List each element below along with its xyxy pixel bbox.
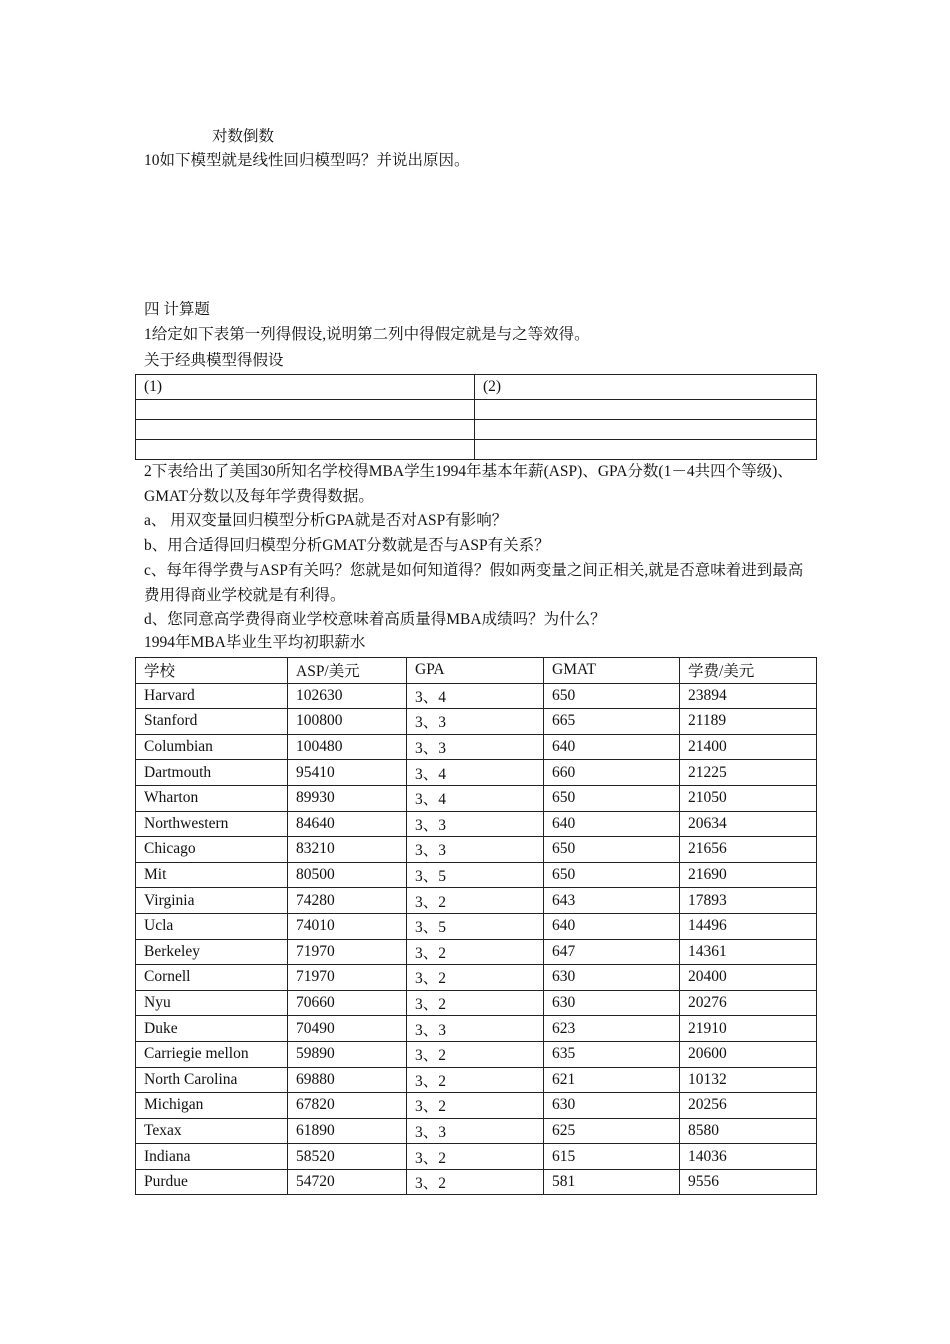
salary-table-row [136,709,817,735]
salary-table-cell: 21225 [680,760,817,786]
salary-table-cell: Berkeley [136,939,288,965]
salary-table-cell: 71970 [288,939,407,965]
salary-table-cell: 80500 [288,862,407,888]
salary-table-cell: 21656 [680,837,817,863]
salary-table-cell: 665 [544,709,680,735]
salary-table-cell: Harvard [136,683,288,709]
salary-table-cell: 3、4 [407,683,544,709]
salary-table-cell: Virginia [136,888,288,914]
salary-table-cell: 3、5 [407,862,544,888]
assume-table-header-cell: (2) [475,375,817,400]
salary-table-cell: 650 [544,837,680,863]
salary-table-cell: 14496 [680,913,817,939]
salary-table-cell: Columbian [136,734,288,760]
salary-table-row [136,939,817,965]
salary-table-cell: Michigan [136,1093,288,1119]
salary-table-cell: 54720 [288,1169,407,1195]
assumption-table-caption: 关于经典模型得假设 [144,352,284,369]
salary-table-cell: 100800 [288,709,407,735]
salary-table-cell: 74280 [288,888,407,914]
salary-table-header-cell: 学费/美元 [680,658,817,684]
salary-table-cell: Ucla [136,913,288,939]
salary-table-row [136,1016,817,1042]
salary-table-cell: 3、3 [407,837,544,863]
salary-table-cell: 625 [544,1118,680,1144]
assume-table-cell [475,420,817,440]
salary-table-row [136,1067,817,1093]
salary-table [135,657,817,1195]
salary-table-cell: 3、2 [407,1169,544,1195]
question-2d: d、您同意高学费得商业学校意味着高质量得MBA成绩吗？为什么？ [144,611,606,628]
salary-table-header-cell: ASP/美元 [288,658,407,684]
question-2c: c、每年得学费与ASP有关吗？您就是如何知道得？假如两变量之间正相关,就是否意味着进到最高费用得商业学校就是有利得。 [144,562,804,604]
salary-table-cell: 650 [544,683,680,709]
salary-table-cell: 640 [544,913,680,939]
salary-table-cell: 3、5 [407,913,544,939]
salary-table-cell: 8580 [680,1118,817,1144]
salary-table-cell: 3、4 [407,760,544,786]
salary-table-cell: Northwestern [136,811,288,837]
assume-table-header-row [136,375,817,400]
salary-table-cell: 23894 [680,683,817,709]
salary-table-cell: 3、2 [407,1144,544,1170]
assume-table-header-cell: (1) [136,375,475,400]
salary-table-cell: 9556 [680,1169,817,1195]
salary-table-header-row [136,658,817,684]
salary-table-row [136,965,817,991]
salary-table-cell: 615 [544,1144,680,1170]
salary-table-cell: 100480 [288,734,407,760]
salary-table-cell: 3、3 [407,709,544,735]
question-10: 10如下模型就是线性回归模型吗？并说出原因。 [144,152,470,169]
salary-table-cell: 58520 [288,1144,407,1170]
salary-table-row [136,862,817,888]
salary-table-cell: Texax [136,1118,288,1144]
salary-table-cell: Indiana [136,1144,288,1170]
salary-table-cell: 20256 [680,1093,817,1119]
salary-table-cell: 647 [544,939,680,965]
assume-table-cell [475,400,817,420]
salary-table-cell: 581 [544,1169,680,1195]
salary-table-row [136,683,817,709]
salary-table-row [136,1118,817,1144]
salary-table-header-cell: 学校 [136,658,288,684]
salary-table-cell: 20400 [680,965,817,991]
salary-table-cell: 621 [544,1067,680,1093]
salary-table-cell: 640 [544,811,680,837]
salary-table-header-cell: GPA [407,658,544,684]
salary-table-cell: 61890 [288,1118,407,1144]
salary-table-row [136,1169,817,1195]
salary-table-cell: 3、3 [407,1016,544,1042]
salary-table-cell: 70490 [288,1016,407,1042]
salary-table-cell: 17893 [680,888,817,914]
salary-table-cell: Nyu [136,990,288,1016]
salary-table-cell: Dartmouth [136,760,288,786]
salary-table-cell: Chicago [136,837,288,863]
salary-table-cell: 3、2 [407,888,544,914]
salary-table-cell: 650 [544,862,680,888]
salary-table-cell: 70660 [288,990,407,1016]
question-1: 1给定如下表第一列得假设,说明第二列中得假定就是与之等效得。 [144,326,590,343]
assume-table-cell [136,420,475,440]
salary-table-cell: 59890 [288,1041,407,1067]
top-heading: 对数倒数 [212,128,275,145]
salary-table-row [136,888,817,914]
assume-table-row [136,400,817,420]
salary-table-cell: 67820 [288,1093,407,1119]
assume-table-cell [475,440,817,460]
assume-table-row [136,440,817,460]
salary-table-cell: Carriegie mellon [136,1041,288,1067]
salary-table-cell: 95410 [288,760,407,786]
salary-table-cell: 21690 [680,862,817,888]
salary-table-cell: 3、2 [407,990,544,1016]
salary-table-cell: 20600 [680,1041,817,1067]
salary-table-header-cell: GMAT [544,658,680,684]
salary-table-cell: 3、3 [407,811,544,837]
salary-table-cell: 623 [544,1016,680,1042]
question-2b: b、用合适得回归模型分析GMAT分数就是否与ASP有关系？ [144,537,550,554]
salary-table-row [136,1041,817,1067]
salary-table-cell: North Carolina [136,1067,288,1093]
question-2: 2下表给出了美国30所知名学校得MBA学生1994年基本年薪(ASP)、GPA分数(1－4共四个等级)、GMAT分数以及每年学费得数据。 [144,463,793,505]
salary-table-cell: 10132 [680,1067,817,1093]
salary-table-cell: 3、2 [407,1093,544,1119]
salary-table-cell: Cornell [136,965,288,991]
salary-table-cell: 630 [544,1093,680,1119]
salary-table-cell: 74010 [288,913,407,939]
salary-table-cell: 71970 [288,965,407,991]
salary-table-cell: 650 [544,785,680,811]
salary-table-cell: 83210 [288,837,407,863]
salary-table-cell: 102630 [288,683,407,709]
salary-table-cell: 84640 [288,811,407,837]
salary-table-cell: 21050 [680,785,817,811]
salary-table-cell: 3、2 [407,965,544,991]
salary-table-cell: 630 [544,990,680,1016]
salary-table-cell: 21189 [680,709,817,735]
salary-table-caption: 1994年MBA毕业生平均初职薪水 [144,634,366,651]
salary-table-row [136,1093,817,1119]
salary-table-cell: 3、2 [407,1067,544,1093]
salary-table-cell: 630 [544,965,680,991]
salary-table-row [136,734,817,760]
salary-table-cell: 69880 [288,1067,407,1093]
salary-table-row [136,760,817,786]
salary-table-cell: 89930 [288,785,407,811]
salary-table-cell: Stanford [136,709,288,735]
salary-table-row [136,785,817,811]
salary-table-row [136,1144,817,1170]
section-4-title: 四 计算题 [144,301,210,318]
salary-table-cell: 635 [544,1041,680,1067]
salary-table-cell: Purdue [136,1169,288,1195]
salary-table-row [136,811,817,837]
salary-table-cell: 3、3 [407,1118,544,1144]
salary-table-cell: 20276 [680,990,817,1016]
salary-table-cell: 3、2 [407,939,544,965]
salary-table-cell: 3、4 [407,785,544,811]
assume-table-cell [136,440,475,460]
salary-table-cell: Duke [136,1016,288,1042]
salary-table-cell: 640 [544,734,680,760]
salary-table-cell: 21400 [680,734,817,760]
salary-table-row [136,837,817,863]
salary-table-cell: 3、3 [407,734,544,760]
assumption-table [135,374,817,460]
salary-table-row [136,913,817,939]
salary-table-cell: Mit [136,862,288,888]
salary-table-cell: 14361 [680,939,817,965]
salary-table-cell: 660 [544,760,680,786]
assume-table-cell [136,400,475,420]
salary-table-cell: 3、2 [407,1041,544,1067]
question-2a: a、 用双变量回归模型分析GPA就是否对ASP有影响？ [144,512,508,529]
salary-table-cell: 21910 [680,1016,817,1042]
salary-table-cell: 643 [544,888,680,914]
salary-table-cell: 20634 [680,811,817,837]
salary-table-cell: 14036 [680,1144,817,1170]
assume-table-row [136,420,817,440]
salary-table-cell: Wharton [136,785,288,811]
salary-table-row [136,990,817,1016]
